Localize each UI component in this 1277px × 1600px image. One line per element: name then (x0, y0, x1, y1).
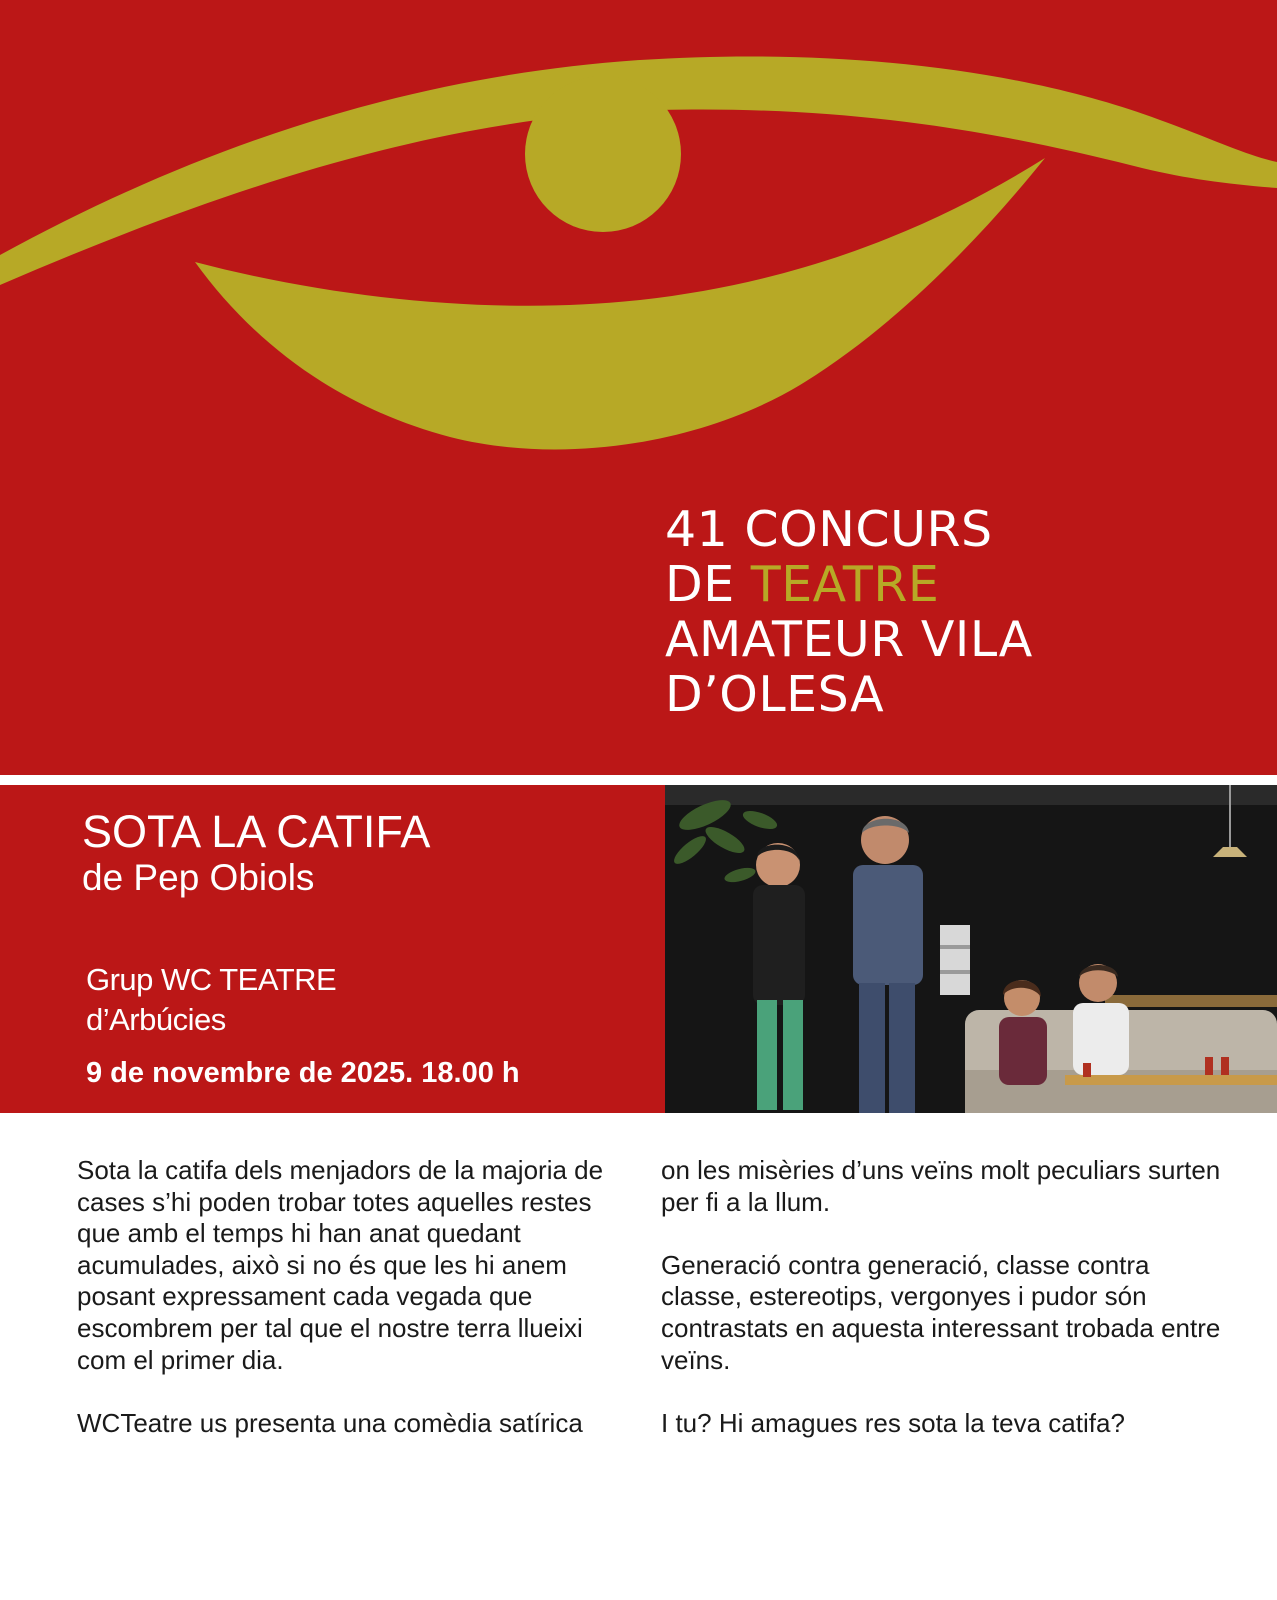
stage-photo-illustration (665, 785, 1277, 1113)
white-divider (0, 775, 1277, 785)
description-paragraph: Generació contra generació, classe contra classe, estereotips, vergonyes i pudor són contrastats en aquesta interessant trobada entre veïns. (661, 1249, 1221, 1375)
play-author: de Pep Obiols (82, 857, 315, 898)
description-right-column (661, 1155, 1221, 1471)
stage-photo (665, 785, 1277, 1113)
play-info-panel (0, 785, 665, 1113)
eye-logo-icon (0, 0, 1277, 775)
theatre-group (86, 960, 336, 1040)
white-shelf (940, 925, 970, 995)
festival-title-line3: AMATEUR VILA (665, 611, 1033, 668)
festival-title-line4: D’OLESA (665, 666, 885, 723)
festival-title-line2-prefix: DE (665, 556, 751, 613)
festival-title-accent: TEATRE (750, 556, 940, 613)
performance-date: 9 de novembre de 2025. 18.00 h (86, 1057, 520, 1089)
festival-title (665, 502, 1033, 722)
actress-seated (999, 980, 1047, 1085)
hero-banner (0, 0, 1277, 775)
description-paragraph: on les misèries d’uns veïns molt peculiars surten per fi a la llum. (661, 1155, 1221, 1217)
description-paragraph: WCTeatre us presenta una comèdia satírica (77, 1407, 583, 1438)
festival-title-line1: 41 CONCURS (665, 501, 993, 558)
play-title: SOTA LA CATIFA (82, 806, 431, 857)
table (1065, 1075, 1277, 1085)
description-left-column (77, 1155, 637, 1471)
group-town: d’Arbúcies (86, 1002, 226, 1037)
group-name: Grup WC TEATRE (86, 962, 337, 997)
eye-iris (525, 76, 681, 232)
description-paragraph: I tu? Hi amagues res sota la teva catifa? (661, 1407, 1125, 1438)
description-paragraph: Sota la catifa dels menjadors de la majoria de cases s’hi poden trobar totes aquelles restes que amb el temps hi han anat quedant acumulades, això si no és que les hi anem posant expressament cada vegada que escombrem per tal que el nostre terra llueixi com el primer dia. (77, 1155, 604, 1375)
